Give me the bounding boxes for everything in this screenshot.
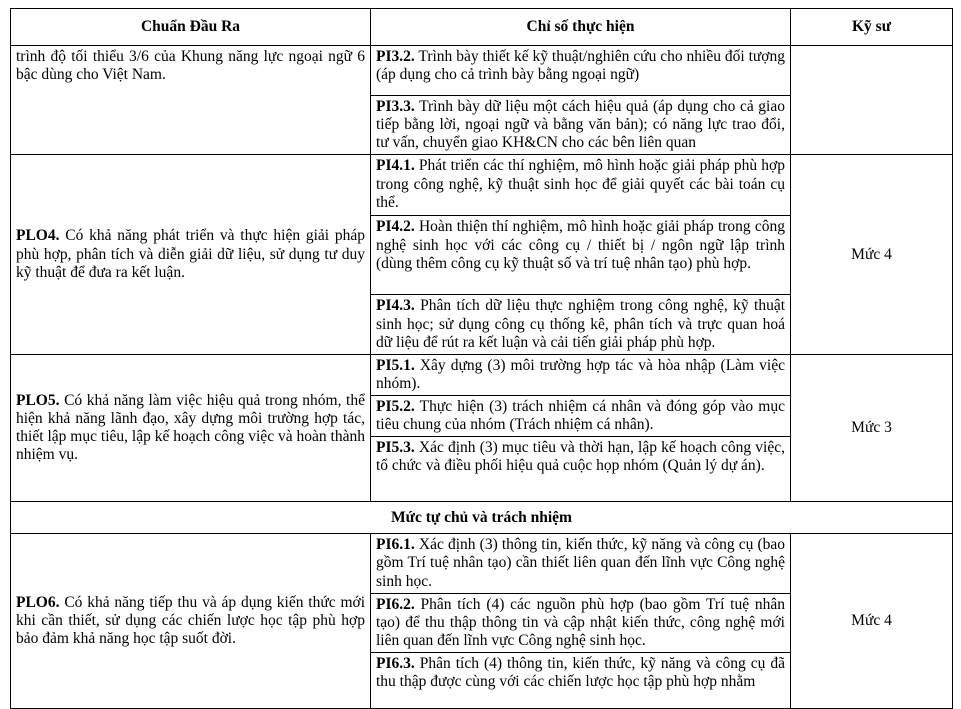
pi-label: PI3.3. [376, 98, 415, 115]
pi-label: PI4.1. [376, 157, 415, 175]
pi-label: PI4.2. [376, 218, 415, 236]
section-header-row [11, 502, 953, 534]
pi-cell [371, 593, 791, 652]
plo-label: PLO4. [16, 227, 60, 245]
pi-text: Phân tích dữ liệu thực nghiệm trong công nghệ, kỹ thuật sinh học; sử dụng công cụ thống kê, phân tích và trực quan hoá dữ liệu để rút ra kết luận và cải tiến giải pháp phù hợp. [376, 297, 786, 351]
pi-label: PI6.1. [376, 536, 415, 554]
pi-text: Trình bày thiết kế kỹ thuật/nghiên cứu cho nhiều đối tượng (áp dụng cho cả trình bày bằng ngoại ngữ) [376, 48, 785, 84]
plo-text: Có khả năng tiếp thu và áp dụng kiến thức mới khi cần thiết, sử dụng các chiến lược học tập phù hợp bảo đảm khả năng học tập suốt đời. [16, 593, 365, 648]
pi-label: PI5.1. [376, 356, 415, 374]
plo-cell [11, 354, 371, 502]
table-row [11, 46, 953, 96]
table-row [11, 534, 953, 593]
pi-cell [371, 216, 791, 295]
pi-text: Phân tích (4) thông tin, kiến thức, kỹ năng và công cụ đã thu thập được cùng với các chiến lược học tập phù hợp nhằm [376, 655, 786, 691]
pi-text: Hoàn thiện thí nghiệm, mô hình hoặc giải pháp trong công nghệ sinh học với các công cụ / thiết bị / ngôn ngữ lập trình (dùng thêm công cụ kỹ thuật số và trí tuệ nhân tạo) phù hợp. [376, 218, 786, 272]
outcomes-table [10, 8, 953, 709]
pi-text: Trình bày dữ liệu một cách hiệu quả (áp dụng cho cả giao tiếp bằng lời, ngoại ngữ và bằng văn bản); có năng lực trao đổi, tư vấn, chuyển giao KH&CN cho các bên liên quan [376, 98, 785, 152]
pi-label: PI5.2. [376, 398, 415, 415]
pi-text: Phát triển các thí nghiệm, mô hình hoặc giải pháp phù hợp trong công nghệ, kỹ thuật sinh học để giải quyết các bài toán cụ thể. [376, 157, 785, 211]
pi-cell [371, 396, 791, 437]
pi-label: PI3.2. [376, 48, 415, 65]
plo-text: Có khả năng làm việc hiệu quả trong nhóm, thể hiện khả năng lãnh đạo, xây dựng môi trường hợp tác, thiết lập mục tiêu, lập kế hoạch công việc và hoàn thành nhiệm vụ. [16, 391, 365, 464]
pi-label: PI4.3. [376, 297, 415, 315]
plo-text: trình độ tối thiểu 3/6 của Khung năng lực ngoại ngữ 6 bậc dùng cho Việt Nam. [16, 48, 365, 84]
header-indicator: Chỉ số thực hiện [371, 9, 791, 46]
table-row [11, 155, 953, 216]
plo-label: PLO5. [16, 391, 60, 409]
section-header-cell: Mức tự chủ và trách nhiệm [11, 502, 953, 534]
pi-cell [371, 534, 791, 593]
header-outcome: Chuẩn Đầu Ra [11, 9, 371, 46]
plo-cell [11, 534, 371, 709]
level-cell: Mức 4 [791, 534, 953, 709]
pi-label: PI5.3. [376, 439, 415, 457]
pi-label: PI6.3. [376, 655, 415, 672]
level-cell: Mức 3 [791, 354, 953, 502]
pi-label: PI6.2. [376, 595, 415, 613]
plo-label: PLO6. [16, 593, 60, 611]
pi-text: Phân tích (4) các nguồn phù hợp (bao gồm Trí tuệ nhân tạo) để thu thập thông tin và cập nhật kiến thức, công nghệ mới liên quan đến lĩnh vực Công nghệ sinh học. [376, 595, 785, 649]
plo-cell [11, 155, 371, 354]
pi-cell [371, 96, 791, 155]
table-header-row [11, 9, 953, 46]
level-cell: Mức 4 [791, 155, 953, 354]
pi-cell [371, 437, 791, 502]
pi-cell [371, 354, 791, 395]
pi-text: Xác định (3) thông tin, kiến thức, kỹ năng và công cụ (bao gồm Trí tuệ nhân tạo) cần thiết liên quan đến lĩnh vực Công nghệ sinh học. [376, 536, 786, 590]
pi-text: Xây dựng (3) môi trường hợp tác và hòa nhập (Làm việc nhóm). [376, 356, 785, 392]
header-engineer: Kỹ sư [791, 9, 953, 46]
pi-cell [371, 295, 791, 354]
pi-text: Xác định (3) mục tiêu và thời hạn, lập kế hoạch công việc, tổ chức và điều phối hiệu quả cuộc họp nhóm (Quản lý dự án). [376, 439, 786, 475]
pi-text: Thực hiện (3) trách nhiệm cá nhân và đóng góp vào mục tiêu chung của nhóm (Trách nhiệm cá nhân). [376, 398, 785, 434]
plo-text: Có khả năng phát triển và thực hiện giải pháp phù hợp, phân tích và diễn giải dữ liệu, sử dụng tư duy kỹ thuật để đưa ra kết luận. [16, 227, 365, 281]
level-cell [791, 46, 953, 155]
pi-cell [371, 653, 791, 709]
pi-cell [371, 155, 791, 216]
pi-cell [371, 46, 791, 96]
plo-cell [11, 46, 371, 155]
table-row [11, 354, 953, 395]
